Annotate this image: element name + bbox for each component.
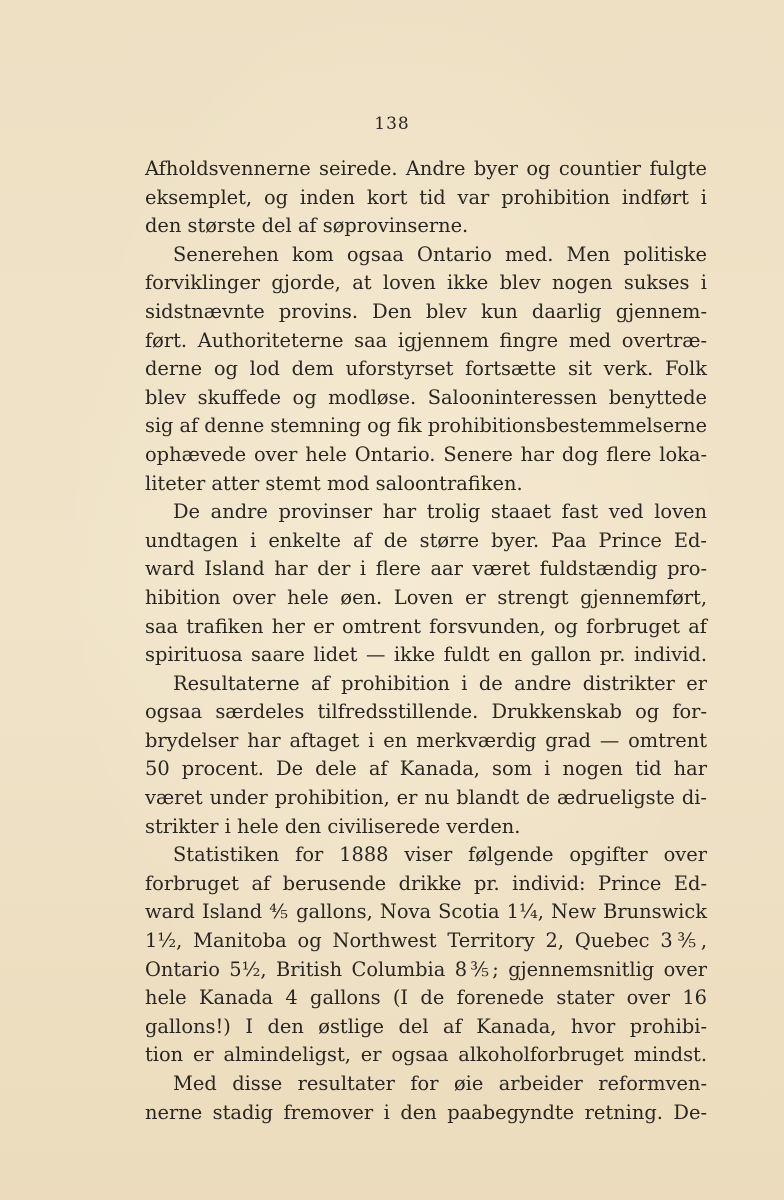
text-line: forviklinger gjorde, at loven ikke blev nogen sukses i [145, 271, 707, 295]
text-line: De andre provinser har trolig staaet fast ved loven [173, 500, 707, 524]
text-line: strikter i hele den civiliserede verden. [145, 814, 521, 838]
text-line: været under prohibition, er nu blandt de ædrueligste di- [145, 786, 707, 810]
text-line: derne og lod dem uforstyrset fortsætte sit verk. Folk [145, 357, 707, 381]
text-line: ophævede over hele Ontario. Senere har dog flere loka- [145, 442, 707, 466]
text-line: nerne stadig fremover i den paabegyndte retning. De- [145, 1100, 707, 1124]
text-line: sig af denne stemning og fik prohibitionsbestemmelserne [145, 414, 707, 438]
text-line: liteter atter stemt mod saloontrafiken. [145, 471, 523, 495]
text-line: undtagen i enkelte af de større byer. Paa Prince Ed- [145, 528, 707, 552]
text-line: gallons!) I den østlige del af Kanada, hvor prohibi- [145, 1014, 707, 1038]
text-line: ward Island har der i flere aar været fuldstændig pro- [145, 557, 707, 581]
text-line: saa trafiken her er omtrent forsvunden, og forbruget af [145, 614, 707, 638]
text-line: hibition over hele øen. Loven er strengt gjennemført, [145, 585, 707, 609]
page-number: 138 [374, 114, 410, 134]
text-line: Resultaterne af prohibition i de andre distrikter er [173, 671, 707, 695]
text-line: ført. Authoriteterne saa igjennem fingre med overtræ- [145, 328, 707, 352]
text-line: ogsaa særdeles tilfredsstillende. Drukkenskab og for- [145, 700, 707, 724]
text-line: ward Island ⅘ gallons, Nova Scotia 1¼, New Brunswick [145, 900, 707, 924]
text-line: spirituosa saare lidet — ikke fuldt en gallon pr. individ. [145, 643, 707, 667]
text-line: Med disse resultater for øie arbeider reformven- [173, 1072, 707, 1095]
text-line: brydelser har aftaget i en merkværdig grad — omtrent [145, 728, 707, 752]
text-line: eksemplet, og inden kort tid var prohibition indført i [145, 185, 707, 209]
text-line: tion er almindeligst, er ogsaa alkoholforbruget mindst. [145, 1043, 707, 1067]
text-line: den største del af søprovinserne. [145, 214, 469, 238]
body-text [145, 155, 707, 1127]
text-line: 1½, Manitoba og Northwest Territory 2, Quebec 3⅗, [145, 929, 707, 953]
text-line: 50 procent. De dele af Kanada, som i nogen tid har [145, 757, 707, 781]
text-line: Afholdsvennerne seirede. Andre byer og countier fulgte [145, 157, 707, 180]
text-line: forbruget af berusende drikke pr. individ: Prince Ed- [145, 871, 707, 895]
text-line: Senerehen kom ogsaa Ontario med. Men politiske [173, 242, 707, 266]
text-line: blev skuffede og modløse. Salooninteressen benyttede [145, 385, 707, 409]
text-line: sidstnævnte provins. Den blev kun daarlig gjennem- [145, 299, 707, 323]
text-line: Ontario 5½, British Columbia 8⅗; gjennemsnitlig over [145, 957, 707, 981]
text-line: Statistiken for 1888 viser følgende opgifter over [173, 843, 707, 867]
text-line: hele Kanada 4 gallons (I de forenede stater over 16 [145, 986, 707, 1010]
